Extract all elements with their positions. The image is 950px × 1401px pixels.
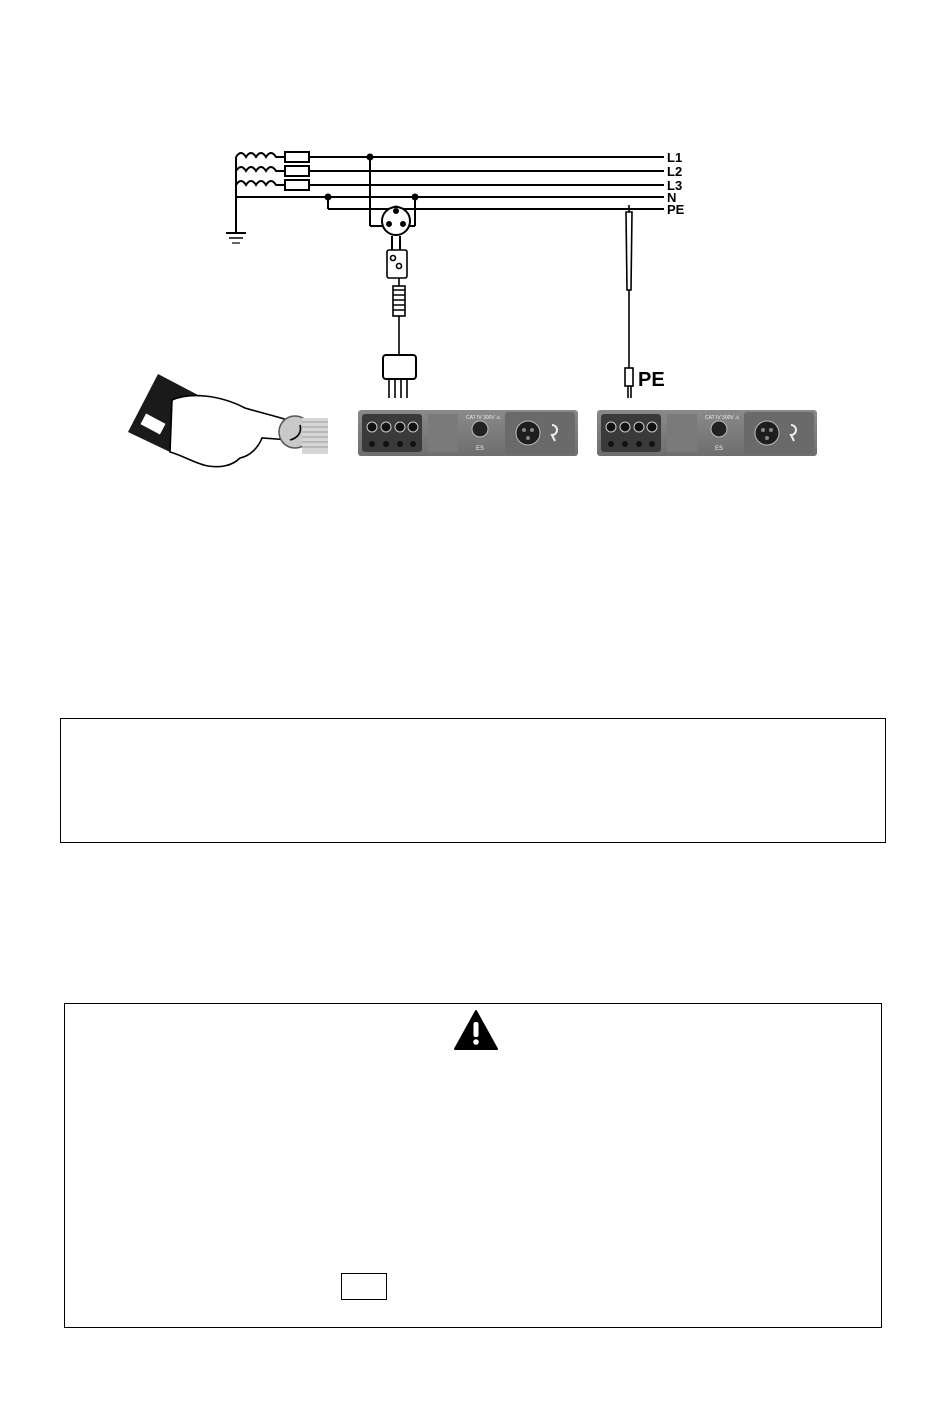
ground-symbol-icon <box>226 197 246 243</box>
meter-2-socket-label: ES <box>715 446 724 452</box>
coil-l1 <box>236 153 285 157</box>
probe-label-pe: PE <box>638 369 665 391</box>
junction-dots <box>325 154 419 213</box>
warning-box <box>64 1003 882 1328</box>
pe-probe <box>625 205 633 398</box>
fuse-l1 <box>285 152 309 162</box>
connection-diagram <box>0 0 950 700</box>
test-plug-cable <box>383 250 416 398</box>
supply-network <box>226 152 664 243</box>
fuse-l2 <box>285 166 309 176</box>
pointing-hand-icon <box>128 374 328 467</box>
line-label-pe: PE <box>667 202 685 217</box>
line-labels <box>667 150 685 217</box>
coil-l2 <box>236 167 285 171</box>
line-label-n: N <box>667 190 677 205</box>
line-label-l3: L3 <box>667 178 683 193</box>
meter-1-socket-label: ES <box>476 446 485 452</box>
note-box <box>60 718 886 843</box>
line-label-l2: L2 <box>667 164 683 179</box>
coil-l3 <box>236 181 285 185</box>
key-symbol-box <box>341 1273 387 1300</box>
line-label-l1: L1 <box>667 150 683 165</box>
fuse-l3 <box>285 180 309 190</box>
meter-panel-1 <box>358 410 578 456</box>
meter-1-category: CAT IV 300V ⚠ <box>466 415 501 421</box>
meter-panel-2 <box>597 410 817 456</box>
warning-triangle-icon <box>453 1009 499 1051</box>
meter-2-category: CAT IV 300V ⚠ <box>705 415 740 421</box>
